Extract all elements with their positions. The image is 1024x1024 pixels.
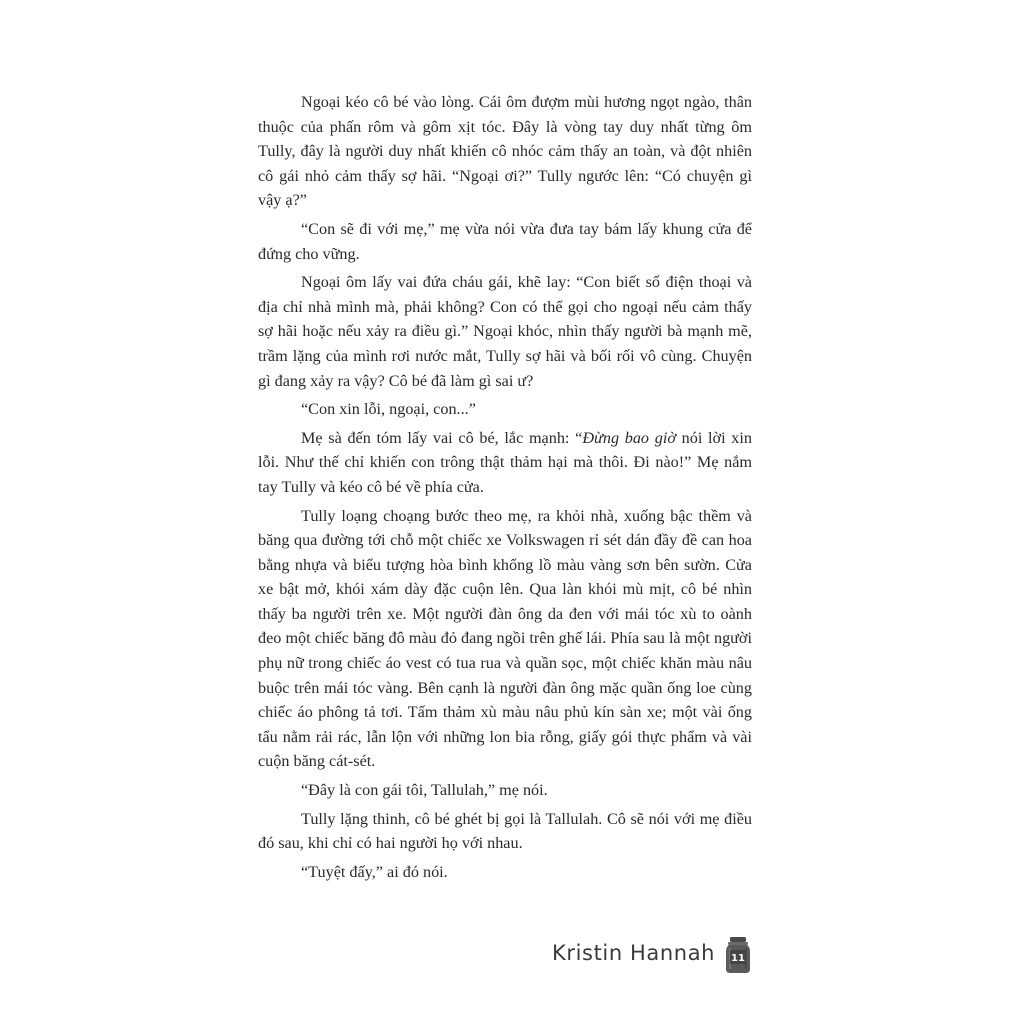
paragraph-5-emphasis: Đừng bao giờ bbox=[582, 428, 676, 447]
paragraph-5 bbox=[258, 426, 752, 500]
paragraph-8: Tully lặng thinh, cô bé ghét bị gọi là Tallulah. Cô sẽ nói với mẹ điều đó sau, khi chỉ có hai người họ với nhau. bbox=[258, 809, 752, 853]
paragraph-4: “Con xin lỗi, ngoại, con...” bbox=[301, 400, 476, 419]
paragraph-3: Ngoại ôm lấy vai đứa cháu gái, khẽ lay: “Con biết số điện thoại và địa chỉ nhà mình mà, phải không? Con có thể gọi cho ngoại nếu cảm thấy sợ hãi hoặc nếu xảy ra điều gì.” Ngoại khóc, nhìn thấy người bà mạnh mẽ, trầm lặng của mình rơi nước mắt, Tully sợ hãi và bối rối vô cùng. Chuyện gì đang xảy ra vậy? Cô bé đã làm gì sai ư? bbox=[258, 273, 752, 390]
paragraph-5-before: Mẹ sà đến tóm lấy vai cô bé, lắc mạnh: “ bbox=[301, 428, 583, 447]
paragraph-9: “Tuyệt đấy,” ai đó nói. bbox=[301, 862, 448, 881]
paragraph-6: Tully loạng choạng bước theo mẹ, ra khỏi nhà, xuống bậc thềm và băng qua đường tới chỗ một chiếc xe Volkswagen rỉ sét dán đầy đề can hoa bằng nhựa và biểu tượng hòa bình khổng lồ màu vàng sơn bên sườn. Cửa xe bật mở, khói xám dày đặc cuộn lên. Qua làn khói mù mịt, cô bé nhìn thấy ba người trên xe. Một người đàn ông da đen với mái tóc xù to oành đeo một chiếc băng đô màu đỏ đang ngồi trên ghế lái. Phía sau là một người phụ nữ trong chiếc áo vest có tua rua và quần sọc, một chiếc khăn màu nâu buộc trên mái tóc vàng. Bên cạnh là người đàn ông mặc quần ống loe cùng chiếc áo phông tả tơi. Tấm thảm xù màu nâu phủ kín sàn xe; một vài ống tẩu nằm rải rác, lẫn lộn với những lon bia rỗng, giấy gói thực phẩm và vài cuộn băng cát-sét. bbox=[258, 506, 752, 771]
paragraph-5-after: nói lời xin lỗi. Như thế chỉ khiến con trông thật thảm hại mà thôi. Đi nào!” Mẹ nắm tay Tully và kéo cô bé về phía cửa. bbox=[258, 428, 752, 496]
page-footer bbox=[552, 936, 762, 976]
paragraph-7: “Đây là con gái tôi, Tallulah,” mẹ nói. bbox=[301, 781, 548, 800]
page-body bbox=[258, 90, 752, 888]
page-number: 11 bbox=[731, 953, 745, 964]
author-name: Kristin Hannah bbox=[552, 941, 716, 965]
paragraph-1: Ngoại kéo cô bé vào lòng. Cái ôm đượm mùi hương ngọt ngào, thân thuộc của phấn rôm và gôm xịt tóc. Đây là vòng tay duy nhất từng ôm Tully, đây là người duy nhất khiến cô nhóc cảm thấy an toàn, và đột nhiên cô gái nhỏ cảm thấy sợ hãi. “Ngoại ơi?” Tully ngước lên: “Có chuyện gì vậy ạ?” bbox=[258, 93, 752, 210]
paragraph-2: “Con sẽ đi với mẹ,” mẹ vừa nói vừa đưa tay bám lấy khung cửa để đứng cho vững. bbox=[258, 219, 752, 263]
